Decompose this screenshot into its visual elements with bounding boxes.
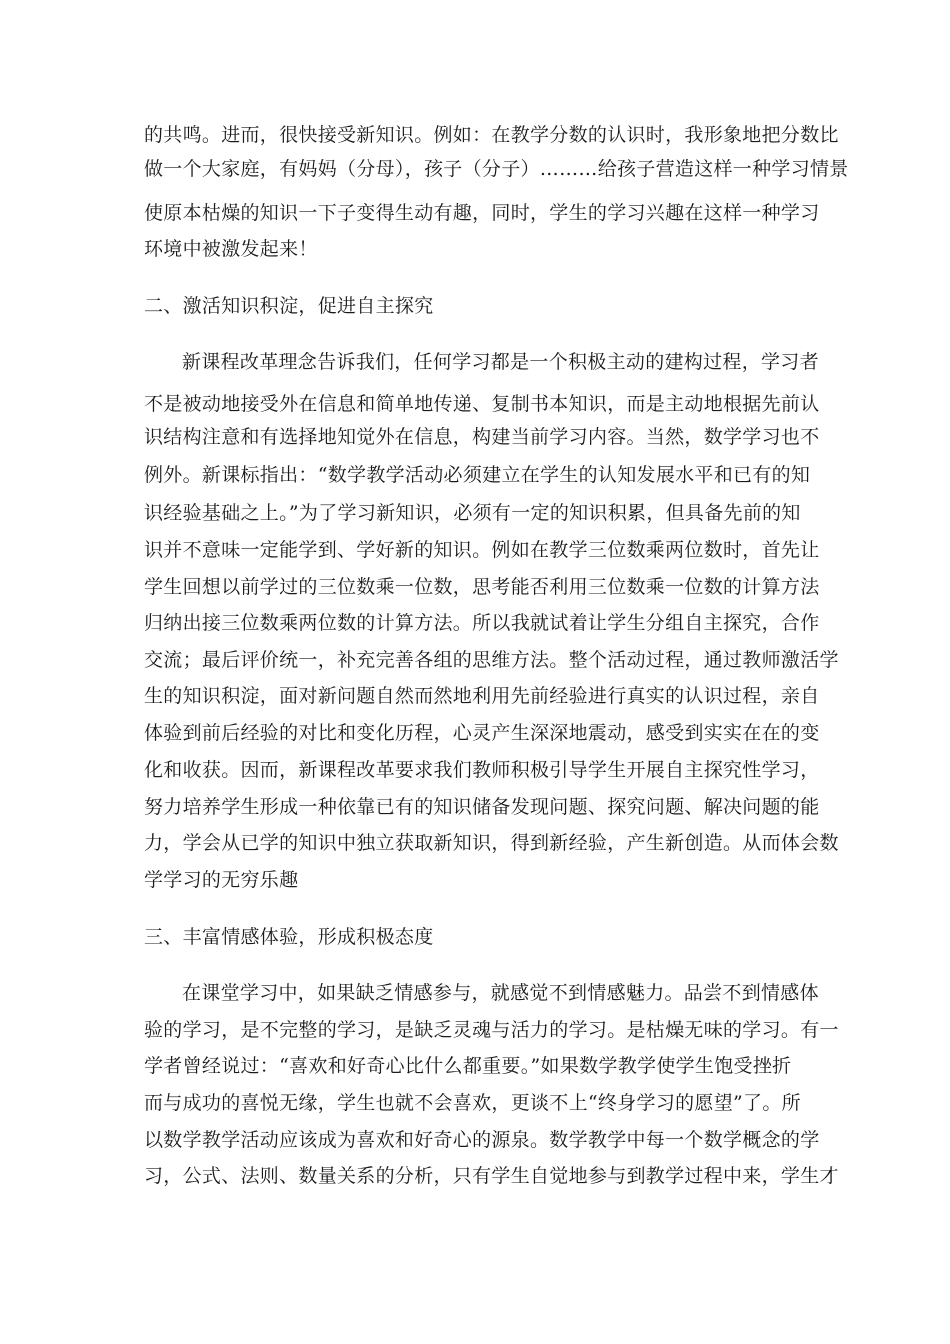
paragraph-line: 归纳出接三位数乘两位数的计算方法。所以我就试着让学生分组自主探究，合作 (144, 612, 820, 634)
paragraph-line: 识结构注意和有选择地知觉外在信息，构建当前学习内容。当然，数学学习也不 (144, 426, 820, 448)
paragraph-line: 在课堂学习中，如果缺乏情感参与，就感觉不到情感魅力。品尝不到情感体 (182, 982, 819, 1004)
paragraph-line: 新课程改革理念告诉我们，任何学习都是一个积极主动的建构过程，学习者 (182, 351, 819, 373)
paragraph-line: 学生回想以前学过的三位数乘一位数，思考能否利用三位数乘一位数的计算方法 (144, 576, 820, 598)
paragraph-line: 而与成功的喜悦无缘，学生也就不会喜欢，更谈不上“终身学习的愿望”了。所 (144, 1092, 801, 1114)
paragraph-line: 识经验基础之上。”为了学习新知识，必须有一定的知识积累，但具备先前的知 (144, 502, 801, 524)
paragraph-line: 做一个大家庭，有妈妈（分母），孩子（分子）………给孩子营造这样一种学习情景 (144, 158, 849, 180)
paragraph-line: 习，公式、法则、数量关系的分析，只有学生自觉地参与到教学过程中来，学生才 (144, 1165, 839, 1187)
paragraph-line: 验的学习，是不完整的学习，是缺乏灵魂与活力的学习。是枯燥无味的学习。有一 (144, 1019, 839, 1041)
section-heading: 二、激活知识积淀，促进自主探究 (144, 295, 434, 317)
paragraph-line: 学者曾经说过：“喜欢和好奇心比什么都重要。”如果数学教学使学生饱受挫折 (144, 1055, 792, 1077)
paragraph-line: 交流；最后评价统一，补充完善各组的思维方法。整个活动过程，通过教师激活学 (144, 649, 839, 671)
paragraph-line: 体验到前后经验的对比和变化历程，心灵产生深深地震动，感受到实实在在的变 (144, 722, 820, 744)
paragraph-line: 的共鸣。进而，很快接受新知识。例如：在教学分数的认识时，我形象地把分数比 (144, 124, 839, 146)
paragraph-line: 环境中被激发起来！ (144, 238, 318, 260)
paragraph-line: 使原本枯燥的知识一下子变得生动有趣，同时，学生的学习兴趣在这样一种学习 (144, 202, 820, 224)
paragraph-line: 以数学教学活动应该成为喜欢和好奇心的源泉。数学教学中每一个数学概念的学 (144, 1129, 820, 1151)
paragraph-line: 识并不意味一定能学到、学好新的知识。例如在教学三位数乘两位数时，首先让 (144, 539, 820, 561)
paragraph-line: 不是被动地接受外在信息和简单地传递、复制书本知识，而是主动地根据先前认 (144, 393, 820, 415)
paragraph-line: 努力培养学生形成一种依靠已有的知识储备发现问题、探究问题、解决问题的能 (144, 796, 820, 818)
paragraph-line: 力，学会从已学的知识中独立获取新知识，得到新经验，产生新创造。从而体会数 (144, 832, 839, 854)
paragraph-line: 化和收获。因而，新课程改革要求我们教师积极引导学生开展自主探究性学习， (144, 759, 820, 781)
paragraph-line: 生的知识积淀，面对新问题自然而然地利用先前经验进行真实的认识过程，亲自 (144, 685, 820, 707)
paragraph-line: 例外。新课标指出：“数学教学活动必须建立在学生的认知发展水平和已有的知 (144, 464, 811, 486)
paragraph-line: 学学习的无穷乐趣 (144, 869, 299, 891)
section-heading: 三、丰富情感体验，形成积极态度 (144, 926, 434, 948)
